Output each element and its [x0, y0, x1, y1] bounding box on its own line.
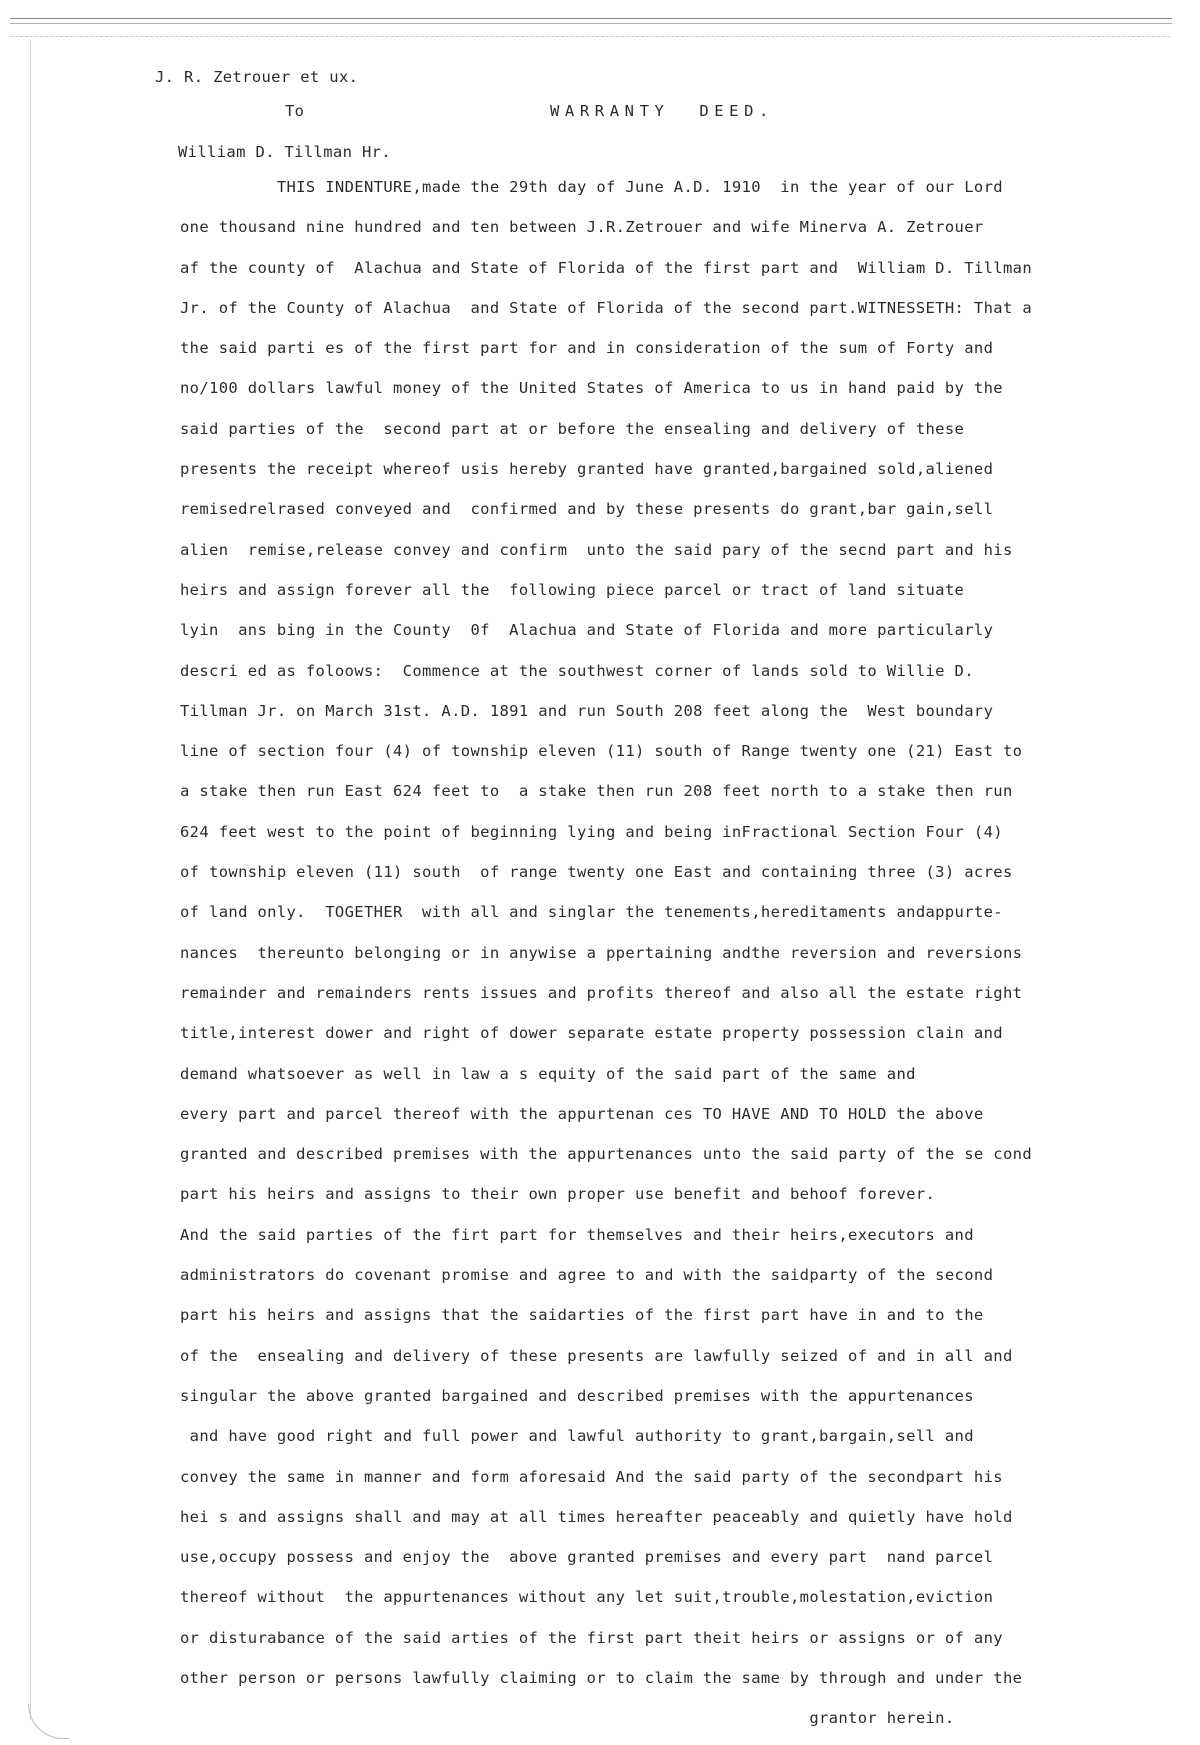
body-line: alien remise,release convey and confirm unto the said pary of the secnd part and his: [180, 540, 1013, 559]
body-line: a stake then run East 624 feet to a stake then run 208 feet north to a stake then run: [180, 782, 1013, 801]
body-line: other person or persons lawfully claiming or to claim the same by through and under the: [180, 1668, 1023, 1687]
body-line: Tillman Jr. on March 31st. A.D. 1891 and run South 208 feet along the West boundary: [180, 701, 994, 720]
body-line: title,interest dower and right of dower separate estate property possession clain and: [180, 1024, 1003, 1043]
body-line: THIS INDENTURE,made the 29th day of June A.D. 1910 in the year of our Lord: [180, 178, 1003, 196]
body-line: remisedrelrased conveyed and confirmed and by these presents do grant,bar gain,sell: [180, 500, 994, 519]
body-line: of the ensealing and delivery of these presents are lawfully seized of and in all and: [180, 1346, 1013, 1365]
body-line: singular the above granted bargained and described premises with the appurtenances: [180, 1386, 974, 1405]
body-line: demand whatsoever as well in law a s equity of the said part of the same and: [180, 1064, 916, 1083]
body-line: administrators do covenant promise and agree to and with the saidparty of the second: [180, 1266, 994, 1285]
body-line: the said parti es of the first part for and in consideration of the sum of Forty and: [180, 339, 994, 358]
body-line: af the county of Alachua and State of Florida of the first part and William D. Tillman: [180, 258, 1032, 277]
body-line: part his heirs and assigns to their own proper use benefit and behoof forever.: [180, 1185, 936, 1204]
body-line: of land only. TOGETHER with all and singlar the tenements,hereditaments andappurte-: [180, 903, 1003, 922]
body-line: one thousand nine hundred and ten between J.R.Zetrouer and wife Minerva A. Zetrouer: [180, 218, 984, 237]
body-line: use,occupy possess and enjoy the above granted premises and every part nand parcel: [180, 1548, 994, 1567]
body-line: granted and described premises with the appurtenances unto the said party of the se cond: [180, 1145, 1032, 1164]
page-corner-curl: [28, 1704, 69, 1739]
grantee-line: William D. Tillman Hr.: [178, 143, 391, 161]
body-line: thereof without the appurtenances without any let suit,trouble,molestation,eviction: [180, 1588, 994, 1607]
deed-body: [180, 180, 1180, 1735]
body-line: descri ed as foloows: Commence at the southwest corner of lands sold to Willie D.: [180, 661, 974, 680]
top-border-rule-faint: [10, 36, 1170, 37]
body-line: remainder and remainders rents issues and profits thereof and also all the estate right: [180, 983, 1023, 1002]
body-line: grantor herein.: [180, 1709, 955, 1728]
body-line: no/100 dollars lawful money of the United States of America to us in hand paid by the: [180, 379, 1003, 398]
left-margin-line: [30, 40, 31, 1720]
body-line: presents the receipt whereof usis hereby granted have granted,bargained sold,aliened: [180, 460, 994, 479]
body-line: heirs and assign forever all the following piece parcel or tract of land situate: [180, 580, 965, 599]
body-line: hei s and assigns shall and may at all times hereafter peaceably and quietly have hold: [180, 1507, 1013, 1526]
body-line: lyin ans bing in the County 0f Alachua and State of Florida and more particularly: [180, 621, 994, 640]
body-line: convey the same in manner and form aforesaid And the said party of the secondpart his: [180, 1467, 1003, 1486]
grantor-line: J. R. Zetrouer et ux.: [155, 68, 359, 86]
to-label: To: [285, 102, 305, 120]
body-line: every part and parcel thereof with the appurtenan ces TO HAVE AND TO HOLD the above: [180, 1104, 984, 1123]
body-line: said parties of the second part at or before the ensealing and delivery of these: [180, 419, 965, 438]
body-line: And the said parties of the firt part for themselves and their heirs,executors and: [180, 1225, 974, 1244]
body-line: nances thereunto belonging or in anywise a ppertaining andthe reversion and reversions: [180, 943, 1023, 962]
top-border-rule: [10, 18, 1172, 19]
body-line: of township eleven (11) south of range twenty one East and containing three (3) acres: [180, 863, 1013, 882]
top-border-rule-inner: [10, 23, 1172, 24]
body-line: line of section four (4) of township eleven (11) south of Range twenty one (21) East to: [180, 742, 1023, 761]
deed-title: WARRANTY DEED.: [550, 102, 774, 120]
body-line: and have good right and full power and lawful authority to grant,bargain,sell and: [180, 1427, 974, 1446]
body-line: Jr. of the County of Alachua and State of Florida of the second part.WITNESSETH: That a: [180, 298, 1032, 317]
body-line: 624 feet west to the point of beginning lying and being inFractional Section Four (4): [180, 822, 1003, 841]
body-line: or disturabance of the said arties of the first part theit heirs or assigns or of any: [180, 1628, 1003, 1647]
body-line: part his heirs and assigns that the saidarties of the first part have in and to the: [180, 1306, 984, 1325]
